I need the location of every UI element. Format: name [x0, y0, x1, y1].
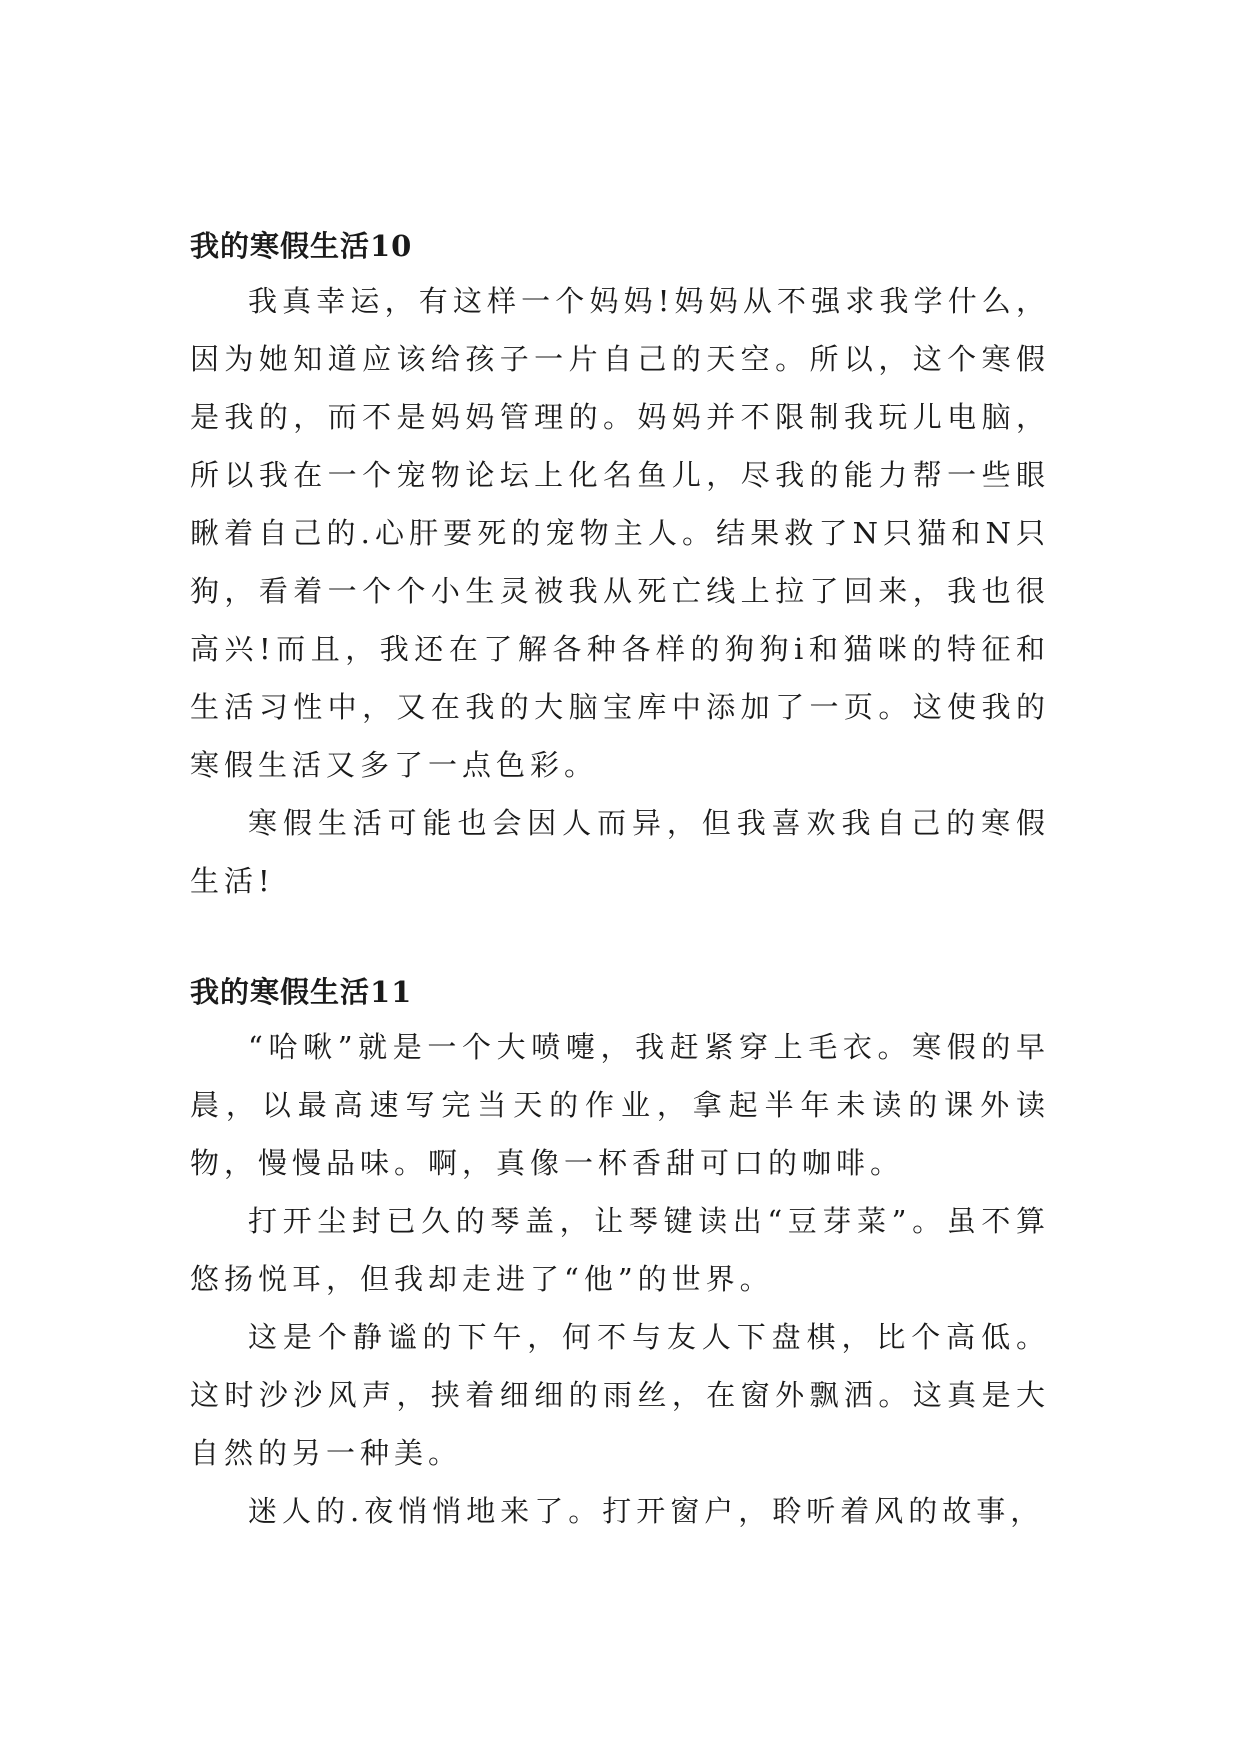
section-title: 我的寒假生活10 — [190, 229, 413, 263]
section-spacer — [190, 910, 1050, 966]
section-title: 我的寒假生活11 — [190, 975, 413, 1009]
document-page — [190, 220, 1050, 1540]
section-1 — [190, 220, 1050, 910]
paragraph: 打开尘封已久的琴盖，让琴键读出“豆芽菜”。虽不算悠扬悦耳，但我却走进了“他”的世界。 — [190, 1204, 1050, 1296]
section-2 — [190, 966, 1050, 1540]
paragraph: 寒假生活可能也会因人而异，但我喜欢我自己的寒假生活! — [190, 806, 1050, 898]
paragraph: 我真幸运，有这样一个妈妈!妈妈从不强求我学什么，因为她知道应该给孩子一片自己的天空。所以，这个寒假是我的，而不是妈妈管理的。妈妈并不限制我玩儿电脑，所以我在一个宠物论坛上化名鱼儿，尽我的能力帮一些眼瞅着自己的.心肝要死的宠物主人。结果救了N只猫和N只狗，看着一个个小生灵被我从死亡线上拉了回来，我也很高兴!而且，我还在了解各种各样的狗狗i和猫咪的特征和生活习性中，又在我的大脑宝库中添加了一页。这使我的寒假生活又多了一点色彩。 — [190, 284, 1050, 782]
paragraph: “哈啾”就是一个大喷嚏，我赶紧穿上毛衣。寒假的早晨，以最高速写完当天的作业，拿起半年未读的课外读物，慢慢品味。啊，真像一杯香甜可口的咖啡。 — [190, 1030, 1050, 1180]
paragraph: 这是个静谧的下午，何不与友人下盘棋，比个高低。这时沙沙风声，挟着细细的雨丝，在窗外飘洒。这真是大自然的另一种美。 — [190, 1320, 1050, 1470]
paragraph: 迷人的.夜悄悄地来了。打开窗户，聆听着风的故事， — [248, 1494, 1045, 1528]
